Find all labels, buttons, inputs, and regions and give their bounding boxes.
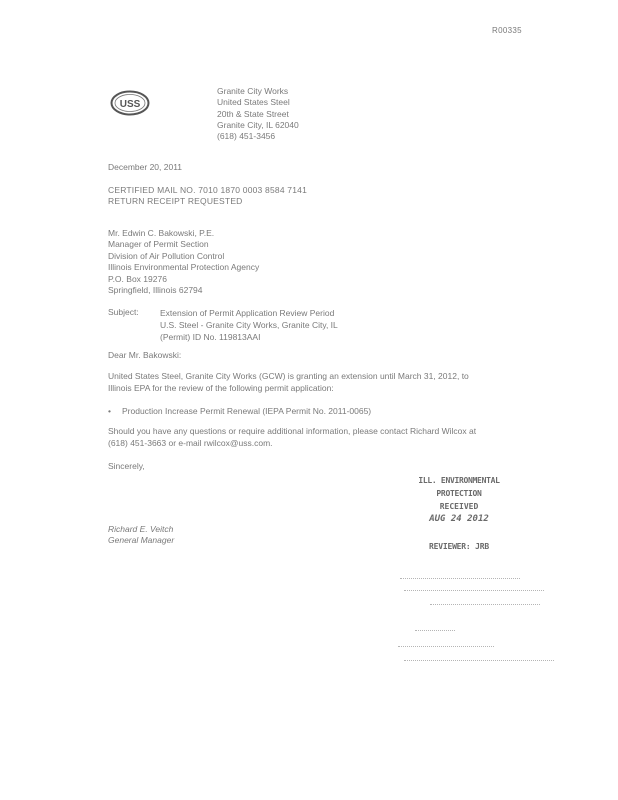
letterhead: [217, 86, 299, 142]
paragraph-line: Illinois EPA for the review of the following permit application:: [108, 382, 334, 393]
addressee-line: Springfield, Illinois 62794: [108, 285, 203, 296]
stamp-reviewer: REVIEWER: JRB: [428, 542, 489, 551]
subject-line: U.S. Steel - Granite City Works, Granite City, IL: [160, 320, 338, 330]
letterhead-line: Granite City, IL 62040: [217, 119, 299, 130]
signer-name: Richard E. Veitch: [108, 524, 174, 534]
bullet-icon: •: [108, 406, 111, 416]
addressee-line: Illinois Environmental Protection Agency: [108, 262, 260, 273]
subject-line: Extension of Permit Application Review Period: [160, 308, 335, 318]
letterhead-line: Granite City Works: [217, 86, 289, 96]
certified-mail-notice: [108, 185, 307, 207]
salutation: Dear Mr. Bakowski:: [108, 350, 182, 360]
addressee-line: Manager of Permit Section: [108, 239, 209, 250]
scan-artifact: [400, 578, 520, 579]
subject-lines: [160, 307, 338, 343]
addressee-line: Mr. Edwin C. Bakowski, P.E.: [108, 228, 215, 238]
subject-label: Subject:: [108, 307, 139, 317]
scan-artifact: [430, 604, 540, 605]
paragraph-line: United States Steel, Granite City Works (GCW) is granting an extension until March 31, 2012, to: [108, 371, 469, 381]
paragraph-line: (618) 451-3663 or e-mail rwilcox@uss.com.: [108, 437, 273, 448]
bullet-text: Production Increase Permit Renewal (IEPA Permit No. 2011-0065): [122, 406, 372, 416]
letter-date: December 20, 2011: [108, 162, 183, 172]
letterhead-line: 20th & State Street: [217, 108, 289, 119]
scan-artifact: [398, 646, 494, 647]
certified-line: CERTIFIED MAIL NO. 7010 1870 0003 8584 7141: [108, 185, 308, 195]
scan-artifact: [404, 590, 544, 591]
signature-block: [108, 524, 174, 546]
letterhead-line: United States Steel: [217, 97, 290, 108]
uss-logo-icon: [110, 90, 150, 116]
scan-artifact: [404, 660, 554, 661]
certified-line: RETURN RECEIPT REQUESTED: [108, 196, 243, 206]
stamp-agency: ILL. ENVIRONMENTAL PROTECTION: [418, 476, 500, 498]
stamp-received: RECEIVED: [439, 502, 479, 511]
logo-text: USS: [119, 99, 141, 110]
addressee-block: [108, 228, 259, 296]
received-stamp: [394, 474, 524, 553]
scan-artifact: [415, 630, 455, 631]
paragraph-line: Should you have any questions or require additional information, please contact Richard Wilcox at: [108, 426, 477, 436]
subject-line: (Permit) ID No. 119813AAI: [160, 332, 261, 342]
addressee-line: P.O. Box 19276: [108, 273, 167, 284]
letterhead-line: (618) 451-3456: [217, 131, 276, 142]
stamp-date: AUG 24 2012: [429, 514, 489, 524]
bates-number: R00335: [492, 26, 522, 35]
body-paragraph-1: [108, 371, 469, 394]
body-paragraph-2: [108, 426, 476, 449]
bullet-list-item: [108, 406, 371, 416]
closing: Sincerely,: [108, 461, 145, 471]
signer-title: General Manager: [108, 535, 175, 545]
addressee-line: Division of Air Pollution Control: [108, 250, 225, 261]
